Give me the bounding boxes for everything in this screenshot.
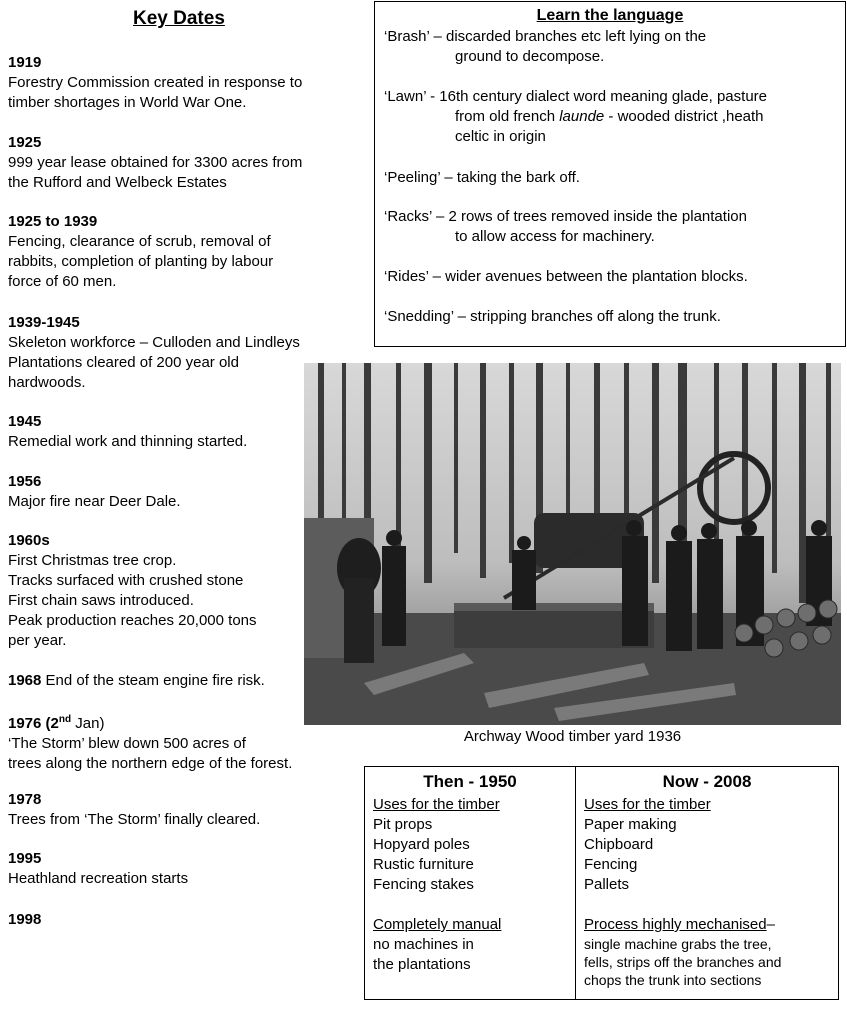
key-date-text: ‘The Storm’ blew down 500 acres of [8,735,246,752]
key-date-entry [8,671,265,691]
key-date-entry [8,790,260,830]
key-date-text: the Rufford and Welbeck Estates [8,174,227,191]
key-date-text: rabbits, completion of planting by labour [8,253,274,270]
key-date-year: 1995 [8,850,42,867]
key-date-text: hardwoods. [8,374,86,391]
key-date-year: 1925 [8,134,42,151]
key-date-text: Skeleton workforce – Culloden and Lindleys [8,334,300,351]
now-process-heading: Process highly mechanised– [584,916,775,933]
glossary-term-racks: ‘Racks’ – 2 rows of trees removed inside the plantation to allow access for machinery. [384,208,747,245]
key-date-year: 1925 to 1939 [8,213,98,230]
key-date-entry [8,313,300,393]
glossary-term-lawn: ‘Lawn’ - 16th century dialect word meaning glade, pasture from old french launde - wooded district ,heath celtic in origin [384,88,767,145]
then-uses-list [373,815,474,895]
list-item: Pit props [373,816,433,833]
key-date-entry [8,849,188,889]
key-date-entry [8,710,292,774]
key-date-text: Heathland recreation starts [8,870,189,887]
glossary-term-brash: ‘Brash’ – discarded branches etc left lying on the ground to decompose. [384,28,707,65]
key-date-text: Plantations cleared of 200 year old [8,354,239,371]
now-title: Now - 2008 [662,772,752,791]
key-date-entry [8,531,257,651]
glossary-term-rides: ‘Rides’ – wider avenues between the plantation blocks. [384,268,748,285]
glossary-term-peeling: ‘Peeling’ – taking the bark off. [384,169,580,186]
then-now-comparison-table [364,766,839,1000]
key-date-text: 999 year lease obtained for 3300 acres from [8,154,303,171]
key-date-year: 1919 [8,54,42,71]
key-date-entry [8,472,181,512]
key-date-text: First chain saws introduced. [8,592,194,609]
key-date-entry [8,133,302,193]
timber-yard-photo [304,363,841,725]
key-date-text: Tracks surfaced with crushed stone [8,572,244,589]
key-date-text: Forestry Commission created in response to [8,74,303,91]
learn-the-language-title: Learn the language [536,7,684,24]
list-item: Fencing [584,856,638,873]
key-date-year: 1978 [8,791,42,808]
list-item: Fencing stakes [373,876,474,893]
now-process-text: single machine grabs the tree, fells, strips off the branches and chops the trunk into sections [584,936,782,988]
key-date-year: 1976 (2nd Jan) [8,714,105,732]
key-date-text: Peak production reaches 20,000 tons [8,612,257,629]
key-date-text: Trees from ‘The Storm’ finally cleared. [8,811,261,828]
now-uses-list [584,815,677,895]
timber-yard-photo-image [304,363,841,725]
key-date-text: Major fire near Deer Dale. [8,493,181,510]
learn-the-language-box [374,1,846,347]
key-date-text: Fencing, clearance of scrub, removal of [8,233,271,250]
list-item: Pallets [584,876,630,893]
key-dates-title: Key Dates [133,8,225,29]
key-date-text: trees along the northern edge of the forest. [8,755,293,772]
then-title: Then - 1950 [423,772,517,791]
key-date-text: per year. [8,632,67,649]
photo-caption: Archway Wood timber yard 1936 [463,728,682,745]
key-date-entry [8,910,41,930]
then-process-text: no machines in the plantations [373,936,474,973]
key-date-text: timber shortages in World War One. [8,94,247,111]
key-date-year: 1968 [8,672,42,689]
key-date-text: First Christmas tree crop. [8,552,177,569]
glossary-term-snedding: ‘Snedding’ – stripping branches off along the trunk. [384,308,721,325]
key-date-year: 1960s [8,532,50,549]
key-date-year: 1998 [8,911,42,928]
now-uses-heading: Uses for the timber [584,796,711,813]
key-date-year: 1956 [8,473,42,490]
key-date-entry [8,53,302,113]
list-item: Paper making [584,816,677,833]
key-date-year: 1939-1945 [8,314,80,331]
then-uses-heading: Uses for the timber [373,796,500,813]
key-date-year: 1945 [8,413,42,430]
list-item: Hopyard poles [373,836,470,853]
key-date-entry [8,412,247,452]
column-divider [575,767,576,999]
key-date-text: force of 60 men. [8,273,117,290]
key-date-text: End of the steam engine fire risk. [41,672,265,689]
key-date-text: Remedial work and thinning started. [8,433,248,450]
then-process-heading: Completely manual [373,916,502,933]
list-item: Chipboard [584,836,654,853]
key-date-entry [8,212,273,292]
list-item: Rustic furniture [373,856,474,873]
